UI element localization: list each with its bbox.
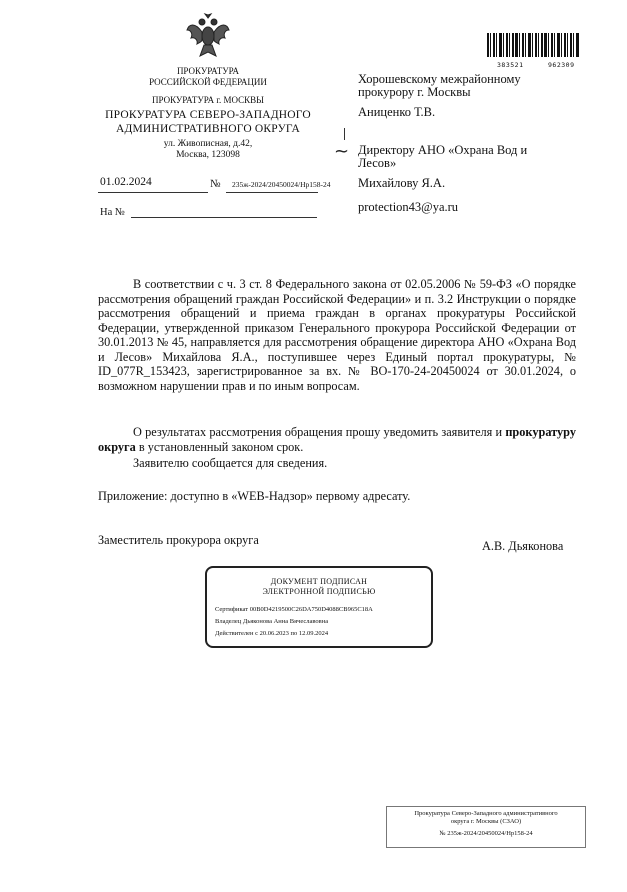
signer-name: А.В. Дьяконова — [482, 539, 564, 553]
registration-number: 235ж-2024/20450024/Нр158-24 — [447, 830, 533, 837]
body-paragraph-2-bold: прокуратуру округа — [98, 425, 576, 454]
recipient-1-line-1: Хорошевскому межрайонному — [358, 72, 521, 86]
stamp-validity: Действителен с 20.06.2023 по 12.09.2024 — [215, 630, 329, 637]
body-paragraph-1: В соответствии с ч. 3 ст. 8 Федерального закона от 02.05.2006 № 59-ФЗ «О порядке рассмотрения обращений граждан Российской Федерации» и п. 3.2 Инструкции о порядке рассмотрения обращений и приема граждан в органах прокуратуры Российской Федерации, утвержденной приказом Генерального прокурора Российской Федерации от 30.01.2013 № 45, направляется для рассмотрения обращение директора АНО «Охрана Вод и Лесов» Михайлова Я.А., поступившее через Единый портал прокуратуры, № ID_077R_153423, зарегистрированное за вх. № ВО-170-24-20450024 от 30.01.2024, о возможном нарушении прав и по иным вопросам. — [98, 277, 576, 393]
signer-title: Заместитель прокурора округа — [98, 533, 259, 547]
barcode-number-right: 962309 — [548, 61, 575, 69]
district-line-2: АДМИНИСТРАТИВНОГО ОКРУГА — [115, 123, 301, 135]
body-paragraph-2 — [98, 425, 576, 454]
registration-line-2: округа г. Москвы (СЗАО) — [450, 818, 522, 825]
reply-underline — [131, 217, 317, 218]
date-underline — [98, 192, 208, 193]
body-paragraph-2-part-1: О результатах рассмотрения обращения прошу уведомить заявителя и — [133, 425, 503, 439]
body-paragraph-3: Заявителю сообщается для сведения. — [133, 456, 328, 470]
registration-line-1: Прокуратура Северо-Западного административного — [414, 810, 558, 817]
number-label: № — [210, 178, 221, 190]
barcode-number-left: 383521 — [497, 61, 524, 69]
handwritten-tick — [344, 128, 345, 140]
address-line-1: ул. Живописная, д.42, — [163, 139, 253, 149]
recipient-2-line-2: Лесов» — [358, 156, 397, 170]
registration-box — [386, 806, 586, 848]
handwritten-mark: ~ — [334, 141, 350, 162]
org-line-2: РОССИЙСКОЙ ФЕДЕРАЦИИ — [149, 77, 267, 87]
city-line: ПРОКУРАТУРА г. МОСКВЫ — [152, 95, 264, 105]
address-line-2: Москва, 123098 — [176, 150, 240, 160]
recipient-1-line-2: прокурору г. Москвы — [358, 85, 471, 99]
recipient-1-name: Аниценко Т.В. — [358, 105, 436, 119]
org-line-1: ПРОКУРАТУРА — [176, 66, 240, 76]
stamp-title-2: ЭЛЕКТРОННОЙ ПОДПИСЬЮ — [262, 587, 376, 596]
recipient-2-line-1: Директору АНО «Охрана Вод и — [358, 143, 528, 157]
attachment-line: Приложение: доступно в «WEB-Надзор» первому адресату. — [98, 489, 411, 503]
registration-number-row — [387, 830, 585, 838]
reply-label: На № — [100, 207, 125, 218]
district-line-1: ПРОКУРАТУРА СЕВЕРО-ЗАПАДНОГО — [105, 109, 311, 121]
stamp-certificate: Сертификат 00B0D4219500C26DA750D4088CB965C18A — [215, 606, 373, 613]
coat-of-arms-emblem — [185, 12, 231, 62]
barcode — [487, 33, 579, 63]
recipient-2-email: protection43@ya.ru — [358, 200, 459, 214]
document-date: 01.02.2024 — [100, 176, 152, 188]
recipient-2-name: Михайлову Я.А. — [358, 176, 446, 190]
number-underline — [226, 192, 318, 193]
registration-number-label: № — [439, 830, 446, 837]
stamp-title-1: ДОКУМЕНТ ПОДПИСАН — [270, 577, 368, 586]
stamp-owner: Владелец Дьяконова Анна Вячеславовна — [215, 618, 329, 625]
outgoing-number: 235ж-2024/20450024/Нр158-24 — [232, 180, 331, 189]
body-paragraph-2-part-2: в установленный законом срок. — [138, 439, 304, 454]
e-signature-stamp — [205, 566, 433, 648]
